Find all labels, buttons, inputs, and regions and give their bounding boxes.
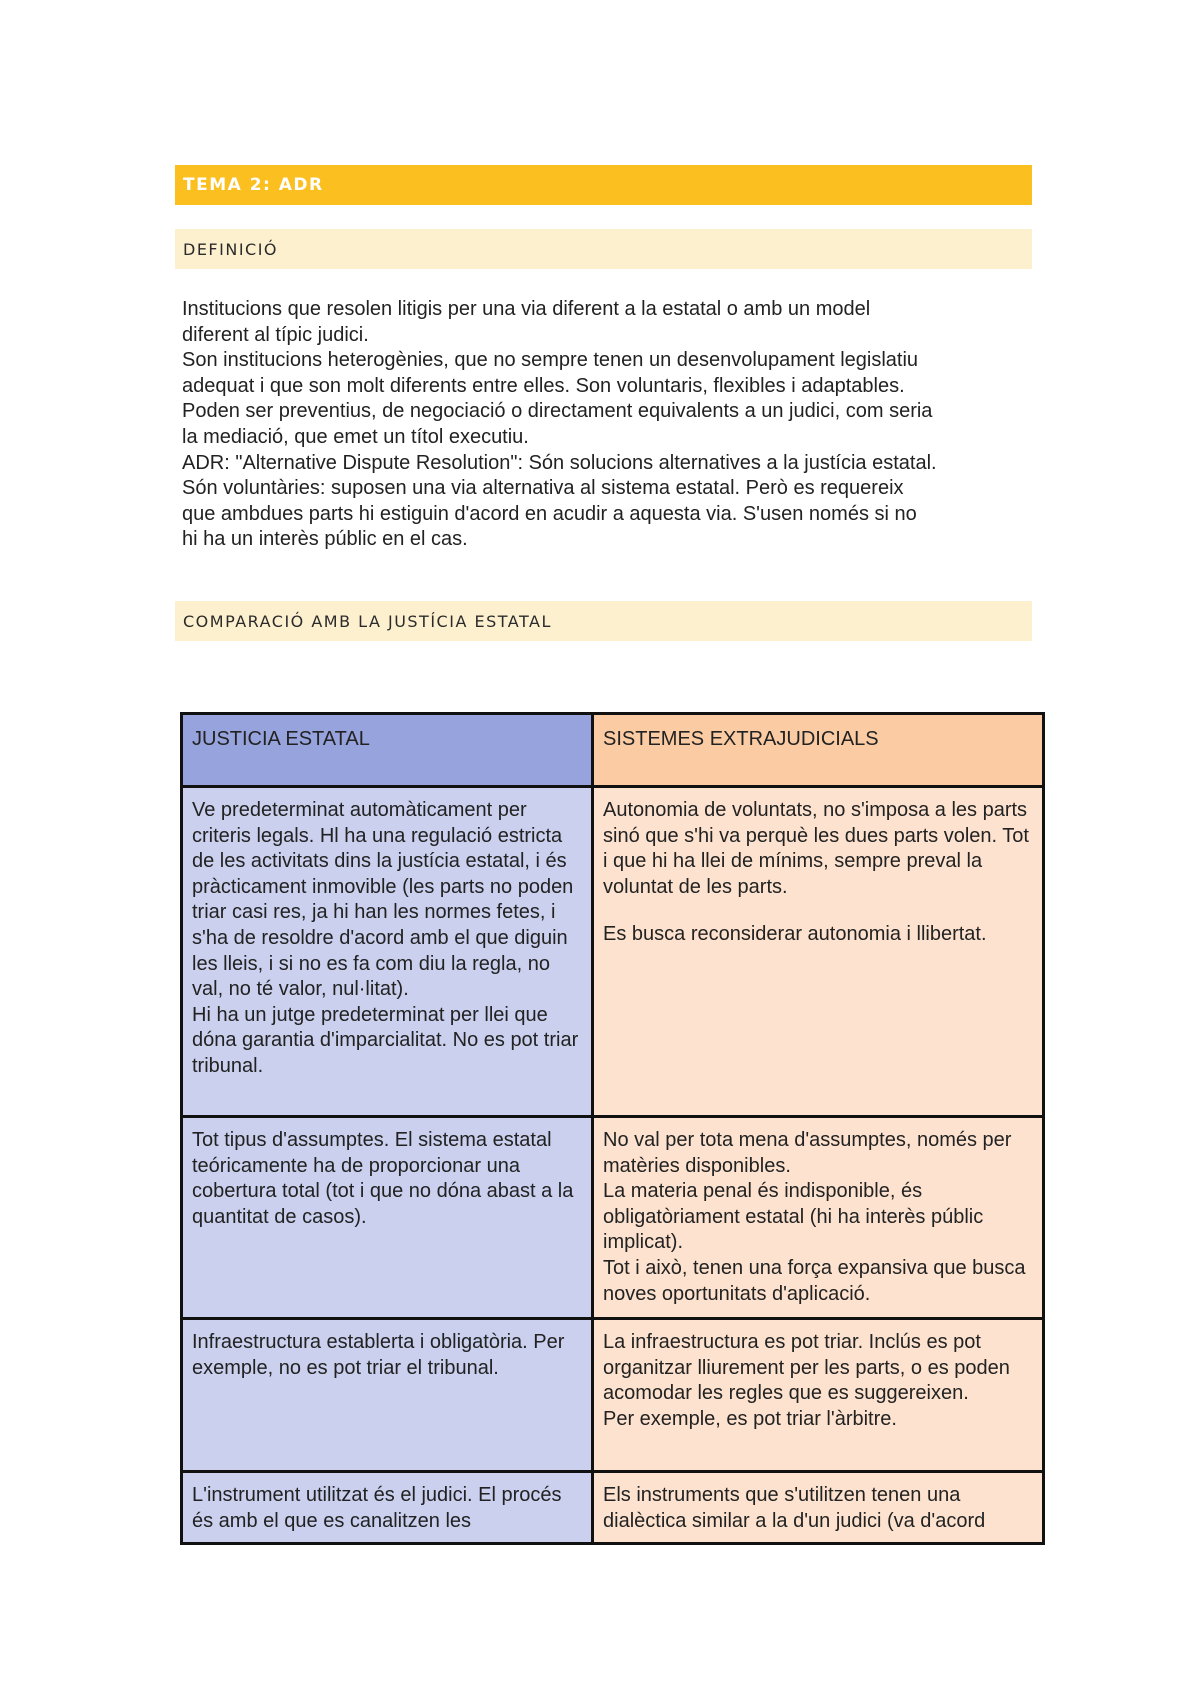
table-row (182, 1472, 1044, 1544)
definition-line: la mediació, que emet un títol executiu. (182, 425, 529, 448)
header-justicia-estatal: JUSTICIA ESTATAL (182, 714, 593, 787)
cell-paragraph: Hi ha un jutge predeterminat per llei que dóna garantia d'imparcialitat. No es pot triar tribunal. (192, 1003, 579, 1077)
topic-title: TEMA 2: ADR (175, 165, 1032, 205)
cell-paragraph: Tot i això, tenen una força expansiva que busca noves oportunitats d'aplicació. (603, 1256, 1026, 1305)
table-cell-extrajudicial (593, 1117, 1044, 1319)
table-cell-extrajudicial (593, 1472, 1044, 1544)
cell-paragraph: Els instruments que s'utilitzen tenen una dialèctica similar a la d'un judici (va d'acord (603, 1484, 986, 1532)
definition-line: ADR: "Alternative Dispute Resolution": Són solucions alternatives a la justícia estatal. (182, 451, 937, 474)
definition-line: que ambdues parts hi estiguin d'acord en acudir a aquesta via. S'usen només si no (182, 502, 917, 525)
cell-paragraph: No val per tota mena d'assumptes, només per matèries disponibles. (603, 1129, 1012, 1177)
definition-line: Institucions que resolen litigis per una via diferent a la estatal o amb un model (182, 298, 871, 320)
cell-paragraph: Autonomia de voluntats, no s'imposa a les parts sinó que s'hi va perquè les dues parts volen. Tot i que hi ha llei de mínims, sempre preval la voluntat de les parts. (603, 799, 1029, 898)
comparison-heading: COMPARACIÓ AMB LA JUSTÍCIA ESTATAL (175, 601, 1032, 641)
definition-line: Són voluntàries: suposen una via alternativa al sistema estatal. Però es requereix (182, 477, 904, 500)
definition-line: Son institucions heterogènies, que no sempre tenen un desenvolupament legislatiu (182, 349, 919, 372)
definition-line: Poden ser preventius, de negociació o directament equivalents a un judici, com seria (182, 400, 933, 423)
table-cell-extrajudicial (593, 1319, 1044, 1472)
table-cell-estatal (182, 1472, 593, 1544)
table-row (182, 1117, 1044, 1319)
definition-heading: DEFINICIÓ (175, 229, 1032, 269)
table-cell-extrajudicial (593, 787, 1044, 1117)
table-header-row (182, 714, 1044, 787)
definition-text (182, 297, 1032, 553)
table-row (182, 1319, 1044, 1472)
definition-line: hi ha un interès públic en el cas. (182, 528, 468, 551)
header-sistemes-extrajudicials: SISTEMES EXTRAJUDICIALS (593, 714, 1044, 787)
comparison-table (180, 712, 1045, 1545)
table-cell-estatal (182, 787, 593, 1117)
cell-paragraph: Es busca reconsiderar autonomia i llibertat. (603, 923, 987, 946)
table-cell-estatal (182, 1117, 593, 1319)
definition-line: adequat i que son molt diferents entre elles. Son voluntaris, flexibles i adaptables. (182, 374, 905, 397)
cell-paragraph: La infraestructura es pot triar. Inclús es pot organitzar lliurement per les parts, o es poden acomodar les regles que es suggereixen. (603, 1331, 1010, 1405)
table-cell-estatal (182, 1319, 593, 1472)
definition-line: diferent al típic judici. (182, 323, 369, 346)
cell-paragraph: Ve predeterminat automàticament per criteris legals. Hl ha una regulació estricta de les activitats dins la justícia estatal, i és pràcticament inmovible (les parts no poden triar casi res, ja hi han les normes fetes, i s'ha de resoldre d'acord amb el que diguin les lleis, i si no es fa com diu la regla, no val, no té valor, nul·litat). (192, 799, 574, 1001)
cell-paragraph: La materia penal és indisponible, és obligatòriament estatal (hi ha interès públic implicat). (603, 1180, 984, 1254)
cell-paragraph: Tot tipus d'assumptes. El sistema estatal teóricamente ha de proporcionar una cobertura total (tot i que no dóna abast a la quantitat de casos). (192, 1129, 574, 1228)
table-row (182, 787, 1044, 1117)
cell-paragraph: Per exemple, es pot triar l'àrbitre. (603, 1407, 897, 1430)
cell-paragraph: L'instrument utilitzat és el judici. El procés és amb el que es canalitzen les (192, 1484, 562, 1532)
cell-paragraph: Infraestructura establerta i obligatòria. Per exemple, no es pot triar el tribunal. (192, 1331, 565, 1379)
